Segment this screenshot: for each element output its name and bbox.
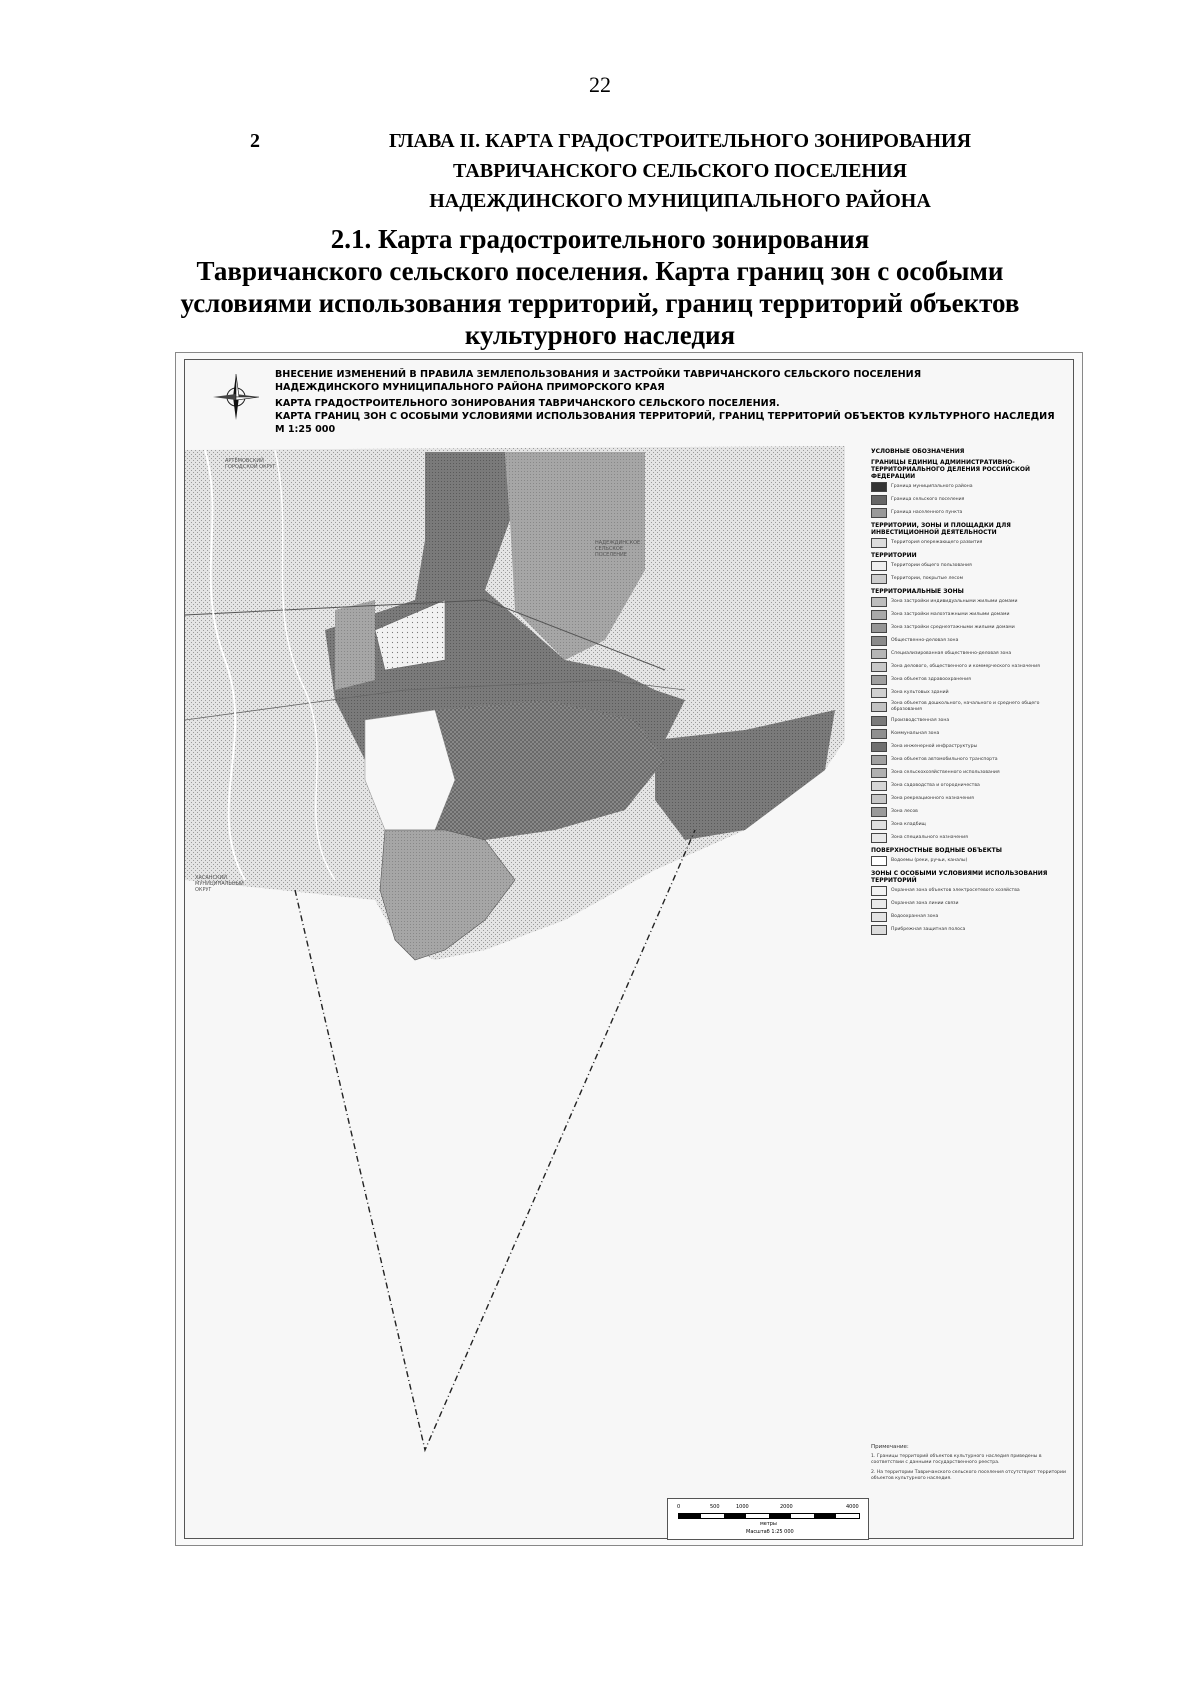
legend-item — [871, 610, 1071, 620]
legend-item-label: Граница населенного пункта — [891, 510, 963, 515]
zoning-map — [185, 360, 865, 1540]
map-scale-text: М 1:25 000 — [275, 424, 336, 435]
legend-item — [871, 574, 1071, 584]
legend-group-title: ТЕРРИТОРИИ — [871, 552, 917, 559]
legend-item — [871, 742, 1071, 752]
legend-group-title: ПОВЕРХНОСТНЫЕ ВОДНЫЕ ОБЪЕКТЫ — [871, 847, 1002, 854]
legend-item — [871, 538, 1071, 548]
legend-item — [871, 781, 1071, 791]
legend-item — [871, 636, 1071, 646]
notes-heading: Примечание: — [871, 1444, 909, 1450]
chapter-heading — [250, 126, 1070, 216]
map-sheet — [184, 359, 1074, 1539]
scale-tick-4: 4000 — [846, 1504, 859, 1510]
legend-item-label: Зона застройки индивидуальными жилыми домами — [891, 599, 1018, 604]
legend-item — [871, 561, 1071, 571]
legend-item-label: Зона культовых зданий — [891, 690, 949, 695]
section-title-line-4: культурного наследия — [464, 320, 736, 350]
section-title-line-1: 2.1. Карта градостроительного зонирования — [330, 224, 870, 254]
legend-item-label: Зона специального назначения — [891, 835, 968, 840]
legend-swatch — [871, 675, 887, 685]
zone-west-strip — [335, 600, 375, 690]
legend-swatch — [871, 729, 887, 739]
legend-swatch — [871, 495, 887, 505]
chapter-title-line-1: ГЛАВА II. КАРТА ГРАДОСТРОИТЕЛЬНОГО ЗОНИРОВАНИЯ — [388, 130, 972, 152]
legend-item-label: Коммунальная зона — [891, 731, 940, 736]
legend-swatch — [871, 649, 887, 659]
map-notes — [871, 1444, 1071, 1486]
legend-swatch — [871, 886, 887, 896]
section-title-line-3: условиями использования территорий, границ территорий объектов — [180, 288, 1020, 318]
legend-item — [871, 912, 1071, 922]
legend-item — [871, 794, 1071, 804]
legend-swatch — [871, 702, 887, 712]
map-title-line-2: НАДЕЖДИНСКОГО МУНИЦИПАЛЬНОГО РАЙОНА ПРИМОРСКОГО КРАЯ — [275, 382, 665, 393]
chapter-title-line-3: НАДЕЖДИНСКОГО МУНИЦИПАЛЬНОГО РАЙОНА — [429, 190, 931, 212]
legend-swatch — [871, 662, 887, 672]
legend-swatch — [871, 820, 887, 830]
map-title-line-4: КАРТА ГРАНИЦ ЗОН С ОСОБЫМИ УСЛОВИЯМИ ИСПОЛЬЗОВАНИЯ ТЕРРИТОРИЙ, ГРАНИЦ ТЕРРИТОРИЙ ОБЪЕКТОВ КУЛЬТУРНОГО НАСЛЕДИЯ — [275, 411, 1055, 422]
legend-swatch — [871, 925, 887, 935]
legend-swatch — [871, 688, 887, 698]
legend-swatch — [871, 833, 887, 843]
legend-swatch — [871, 742, 887, 752]
scale-tick-1: 500 — [710, 1504, 720, 1510]
legend-swatch — [871, 899, 887, 909]
legend-item — [871, 755, 1071, 765]
legend-item — [871, 675, 1071, 685]
scale-tick-2: 1000 — [736, 1504, 749, 1510]
legend-group-title: ГРАНИЦЫ ЕДИНИЦ АДМИНИСТРАТИВНО-ТЕРРИТОРИАЛЬНОГО ДЕЛЕНИЯ РОССИЙСКОЙ ФЕДЕРАЦИИ — [871, 459, 1031, 480]
region-label-khasan: ХАСАНСКИЙ МУНИЦИПАЛЬНЫЙ ОКРУГ — [195, 875, 244, 893]
legend-item — [871, 701, 1071, 713]
legend-item-label: Зона делового, общественного и коммерческого назначения — [891, 664, 1040, 669]
legend-swatch — [871, 856, 887, 866]
legend-item-label: Зона инженерной инфраструктуры — [891, 744, 978, 749]
legend-item-label: Специализированная общественно-деловая зона — [891, 651, 1012, 656]
map-title-line-3: КАРТА ГРАДОСТРОИТЕЛЬНОГО ЗОНИРОВАНИЯ ТАВРИЧАНСКОГО СЕЛЬСКОГО ПОСЕЛЕНИЯ. — [275, 398, 780, 409]
legend-item-label: Зона кладбищ — [891, 822, 926, 827]
region-label-artem: АРТЁМОВСКИЙ ГОРОДСКОЙ ОКРУГ — [225, 458, 276, 470]
legend-group-title: ТЕРРИТОРИАЛЬНЫЕ ЗОНЫ — [871, 588, 964, 595]
legend-item — [871, 716, 1071, 726]
legend-item-label: Охранная зона объектов электросетевого хозяйства — [891, 888, 1020, 893]
legend-item-label: Производственная зона — [891, 718, 950, 723]
legend-swatch — [871, 610, 887, 620]
legend-swatch — [871, 561, 887, 571]
section-title-line-2: Тавричанского сельского поселения. Карта границ зон с особыми — [196, 256, 1004, 286]
note-item-2: 2. На территории Тавричанского сельского поселения отсутствуют территории объектов культурного наследия. — [871, 1470, 1066, 1481]
legend-swatch — [871, 508, 887, 518]
legend-item — [871, 623, 1071, 633]
map-title-line-1: ВНЕСЕНИЕ ИЗМЕНЕНИЙ В ПРАВИЛА ЗЕМЛЕПОЛЬЗОВАНИЯ И ЗАСТРОЙКИ ТАВРИЧАНСКОГО СЕЛЬСКОГО ПОСЕЛЕНИЯ — [275, 369, 922, 380]
legend-item — [871, 820, 1071, 830]
legend-item-label: Зона лесов — [891, 809, 918, 814]
chapter-title-line-2: ТАВРИЧАНСКОГО СЕЛЬСКОГО ПОСЕЛЕНИЯ — [453, 160, 907, 182]
legend-item — [871, 807, 1071, 817]
legend-groups — [871, 459, 1071, 935]
legend-swatch — [871, 768, 887, 778]
legend-group-title: ТЕРРИТОРИИ, ЗОНЫ И ПЛОЩАДКИ ДЛЯ ИНВЕСТИЦИОННОЙ ДЕЯТЕЛЬНОСТИ — [871, 522, 1011, 536]
chapter-number: 2 — [250, 130, 260, 152]
legend-item-label: Зона объектов дошкольного, начального и среднего общего образования — [891, 701, 1040, 712]
legend-item-label: Общественно-деловая зона — [891, 638, 959, 643]
scale-tick-3: 2000 — [780, 1504, 793, 1510]
legend-item — [871, 597, 1071, 607]
legend-swatch — [871, 623, 887, 633]
legend-swatch — [871, 538, 887, 548]
scale-tick-0: 0 — [677, 1504, 681, 1510]
legend-swatch — [871, 482, 887, 492]
legend-item — [871, 925, 1071, 935]
scale-caption: Масштаб 1:25 000 — [746, 1529, 794, 1535]
legend-item — [871, 729, 1071, 739]
legend-item-label: Водоемы (реки, ручьи, каналы) — [891, 858, 968, 863]
scale-bar-box — [667, 1498, 869, 1540]
map-figure — [175, 352, 1083, 1546]
legend-swatch — [871, 755, 887, 765]
legend-swatch — [871, 716, 887, 726]
legend-item — [871, 768, 1071, 778]
legend-item-label: Зона рекреационного назначения — [891, 796, 974, 801]
scale-bar — [678, 1513, 860, 1519]
legend-item — [871, 508, 1071, 518]
legend-group-title: ЗОНЫ С ОСОБЫМИ УСЛОВИЯМИ ИСПОЛЬЗОВАНИЯ ТЕРРИТОРИЙ — [871, 870, 1048, 884]
legend-item-label: Зона сельскохозяйственного использования — [891, 770, 1000, 775]
section-heading — [160, 223, 1040, 351]
legend-item-label: Территории общего пользования — [891, 563, 972, 568]
legend-swatch — [871, 574, 887, 584]
legend-item — [871, 886, 1071, 896]
legend-item — [871, 482, 1071, 492]
legend-heading: УСЛОВНЫЕ ОБОЗНАЧЕНИЯ — [871, 448, 965, 455]
legend-item-label: Охранная зона линии связи — [891, 901, 959, 906]
legend-item-label: Зона застройки среднеэтажными жилыми домами — [891, 625, 1015, 630]
legend-item — [871, 649, 1071, 659]
legend-item-label: Зона объектов здравоохранения — [891, 677, 971, 682]
map-legend — [871, 444, 1071, 938]
legend-swatch — [871, 781, 887, 791]
legend-item — [871, 495, 1071, 505]
legend-item-label: Зона объектов автомобильного транспорта — [891, 757, 998, 762]
legend-item-label: Территория опережающего развития — [891, 540, 983, 545]
legend-item-label: Водоохранная зона — [891, 914, 939, 919]
legend-item-label: Территории, покрытые лесом — [891, 576, 964, 581]
legend-swatch — [871, 794, 887, 804]
note-item-1: 1. Границы территорий объектов культурного наследия приведены в соответствии с данными государственного реестра. — [871, 1454, 1042, 1465]
legend-item — [871, 662, 1071, 672]
legend-swatch — [871, 597, 887, 607]
legend-item — [871, 899, 1071, 909]
scale-unit: метры — [760, 1521, 777, 1527]
legend-item-label: Зона застройки малоэтажными жилыми домами — [891, 612, 1010, 617]
legend-item-label: Граница сельского поселения — [891, 497, 965, 502]
legend-swatch — [871, 636, 887, 646]
page-number: 22 — [589, 72, 611, 97]
legend-swatch — [871, 912, 887, 922]
legend-item — [871, 833, 1071, 843]
region-label-nadezhdinsk: НАДЕЖДИНСКОЕ СЕЛЬСКОЕ ПОСЕЛЕНИЕ — [595, 540, 641, 558]
legend-item-label: Зона садоводства и огородничества — [891, 783, 980, 788]
legend-swatch — [871, 807, 887, 817]
legend-item — [871, 688, 1071, 698]
legend-item-label: Прибрежная защитная полоса — [891, 927, 966, 932]
legend-item — [871, 856, 1071, 866]
legend-item-label: Граница муниципального района — [891, 484, 973, 489]
